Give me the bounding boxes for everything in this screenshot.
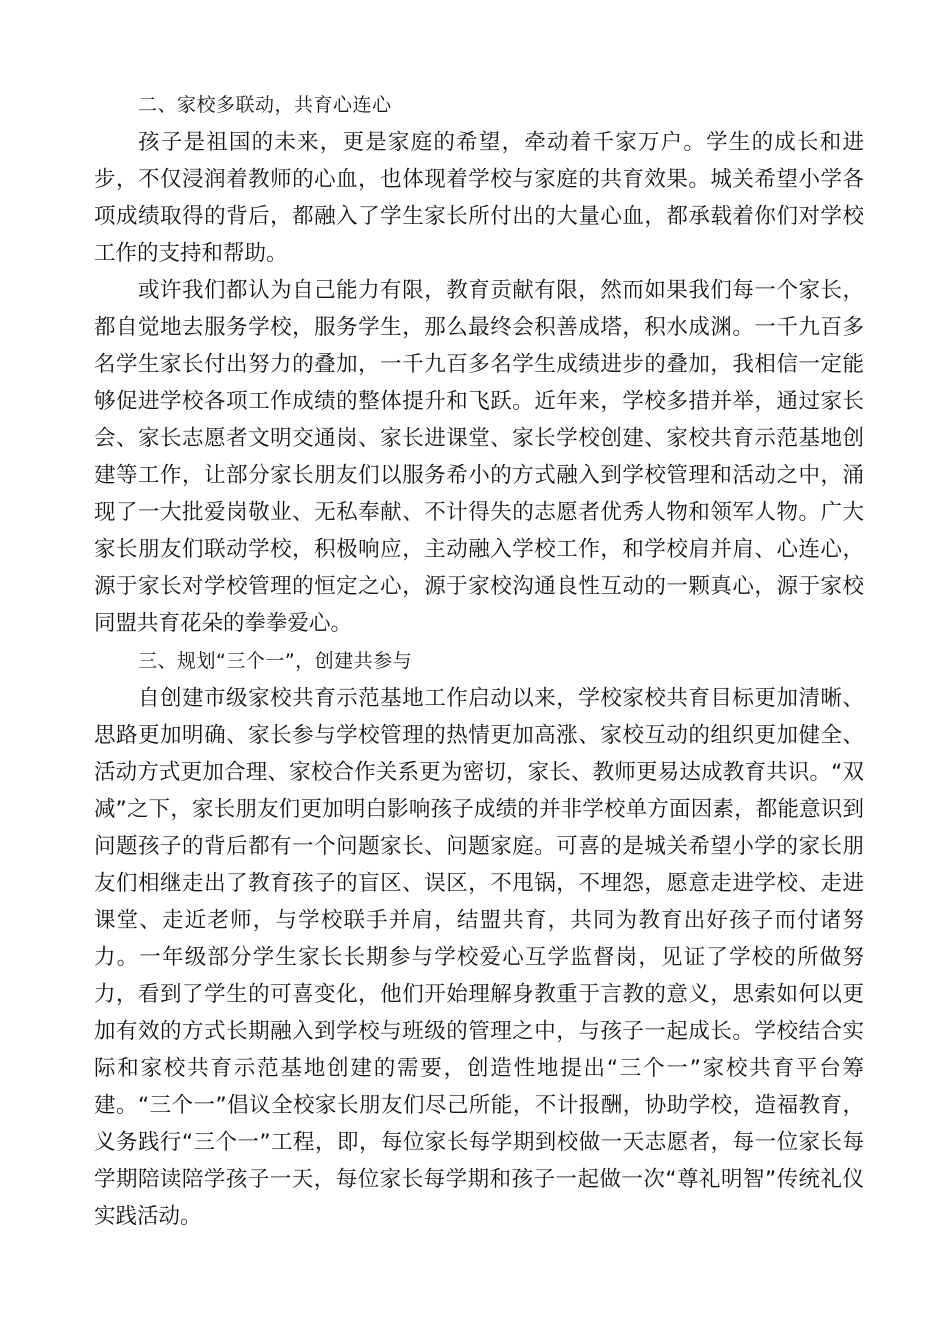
section-heading-3: 三、规划“三个一”，创建共参与: [138, 650, 413, 672]
section-heading-2: 二、家校多联动，共育心连心: [138, 94, 392, 116]
paragraph-2: 或许我们都认为自己能力有限，教育贡献有限，然而如果我们每一个家长，都自觉地去服务学校，服务学生，那么最终会积善成塔，积水成渊。一千九百多名学生家长付出努力的叠加，一千九百多名学生成绩进步的叠加，我相信一定能够促进学校各项工作成绩的整体提升和飞跃。近年来，学校多措并举，通过家长会、家长志愿者文明交通岗、家长进课堂、家长学校创建、家校共育示范基地创建等工作，让部分家长朋友们以服务希小的方式融入到学校管理和活动之中，涌现了一大批爱岗敬业、无私奉献、不计得失的志愿者优秀人物和领军人物。广大家长朋友们联动学校，积极响应，主动融入学校工作，和学校肩并肩、心连心，源于家长对学校管理的恒定之心，源于家校沟通良性互动的一颗真心，源于家校同盟共育花朵的拳拳爱心。: [94, 278, 864, 636]
paragraph-3: 自创建市级家校共育示范基地工作启动以来，学校家校共育目标更加清晰、思路更加明确、家长参与学校管理的热情更加高涨、家校互动的组织更加健全、活动方式更加合理、家校合作关系更为密切，家长、教师更易达成教育共识。“双减”之下，家长朋友们更加明白影响孩子成绩的并非学校单方面因素，都能意识到问题孩子的背后都有一个问题家长、问题家庭。可喜的是城关希望小学的家长朋友们相继走出了教育孩子的盲区、误区，不甩锅，不埋怨，愿意走进学校、走进课堂、走近老师，与学校联手并肩，结盟共育，共同为教育出好孩子而付诸努力。一年级部分学生家长长期参与学校爱心互学监督岗，见证了学校的所做努力，看到了学生的可喜变化，他们开始理解身教重于言教的意义，思索如何以更加有效的方式长期融入到学校与班级的管理之中，与孩子一起成长。学校结合实际和家校共育示范基地创建的需要，创造性地提出“三个一”家校共育平台筹建。“三个一”倡议全校家长朋友们尽己所能，不计报酬，协助学校，造福教育，义务践行“三个一”工程，即，每位家长每学期到校做一天志愿者，每一位家长每学期陪读陪学孩子一天，每位家长每学期和孩子一起做一次“尊礼明智”传统礼仪实践活动。: [94, 686, 864, 1229]
paragraph-1: 孩子是祖国的未来，更是家庭的希望，牵动着千家万户。学生的成长和进步，不仅浸润着教师的心血，也体现着学校与家庭的共育效果。城关希望小学各项成绩取得的背后，都融入了学生家长所付出的大量心血，都承载着你们对学校工作的支持和帮助。: [94, 130, 864, 266]
document-body: [94, 86, 864, 1235]
